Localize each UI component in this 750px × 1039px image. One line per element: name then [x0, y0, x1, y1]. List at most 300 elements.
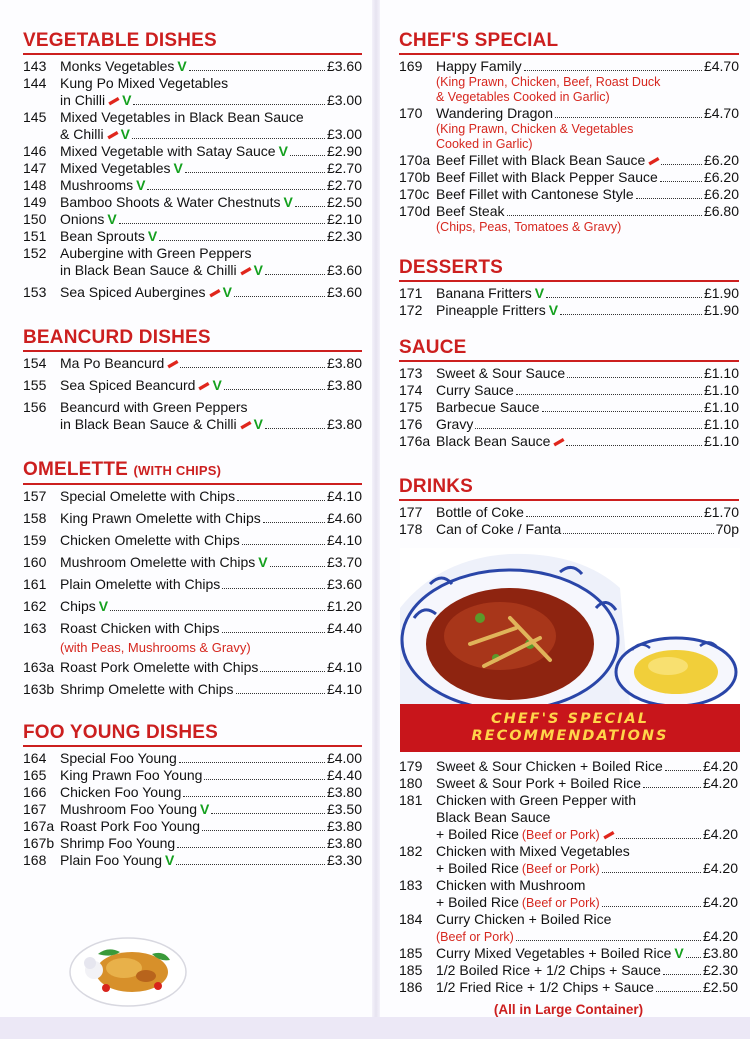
item-number: 157: [23, 488, 47, 504]
section-title: FOO YOUNG DISHES: [23, 722, 362, 747]
item-line: [436, 169, 739, 186]
menu-item: [399, 979, 738, 996]
item-name: Roast Chicken with Chips: [60, 620, 220, 636]
item-note: (Beef or Pork): [521, 828, 600, 842]
item-line: [436, 877, 738, 894]
menu-item: [399, 365, 739, 382]
item-number: 160: [23, 554, 47, 570]
item-line: [60, 109, 362, 126]
item-name: Curry Mixed Vegetables + Boiled Rice: [436, 945, 672, 961]
item-price: £1.10: [703, 365, 739, 381]
item-price: £4.10: [326, 532, 362, 548]
item-name: King Prawn Foo Young: [60, 767, 203, 783]
menu-item: [399, 169, 739, 186]
item-price: 70p: [715, 521, 739, 537]
menu-item: [23, 576, 362, 593]
item-price: £6.20: [703, 152, 739, 168]
item-price: £2.50: [326, 194, 362, 210]
item-line: [60, 598, 362, 615]
item-number: 145: [23, 109, 47, 125]
item-name: Black Bean Sauce: [436, 809, 551, 825]
menu-item: [23, 488, 362, 505]
right-column: [399, 30, 739, 556]
leader-dots: [270, 566, 325, 567]
menu-item: [23, 211, 362, 228]
item-price: £4.00: [326, 750, 362, 766]
vegetarian-icon: V: [173, 160, 183, 176]
menu-item: [23, 399, 362, 433]
item-price: £3.00: [326, 92, 362, 108]
item-line: [436, 365, 739, 382]
leader-dots: [656, 991, 701, 992]
item-number: 175: [399, 399, 423, 415]
chilli-icon: ▬: [237, 262, 253, 279]
menu-item: [23, 194, 362, 211]
item-line: [60, 143, 362, 160]
vegetarian-icon: V: [98, 598, 109, 614]
item-price: £1.10: [703, 382, 739, 398]
item-price: £3.80: [702, 945, 738, 961]
item-body: [436, 911, 738, 945]
item-number: 170d: [399, 203, 431, 219]
section-title: CHEF'S SPECIAL: [399, 30, 739, 55]
leader-dots: [202, 830, 325, 831]
item-name: Mixed Vegetables: [60, 160, 171, 176]
leader-dots: [475, 428, 702, 429]
item-name: in Black Bean Sauce & Chilli: [60, 416, 237, 432]
item-body: [60, 784, 362, 801]
leader-dots: [546, 297, 702, 298]
menu-item: [399, 758, 738, 775]
item-name: Beancurd with Green Peppers: [60, 399, 248, 415]
item-price: £4.10: [326, 681, 362, 697]
leader-dots: [110, 610, 325, 611]
section-sauce: [399, 337, 739, 450]
leader-dots: [222, 632, 325, 633]
item-number: 147: [23, 160, 47, 176]
item-price: £4.70: [703, 105, 739, 121]
item-line: [60, 750, 362, 767]
menu-item: [399, 433, 739, 450]
item-name: Kung Po Mixed Vegetables: [60, 75, 229, 91]
item-name: + Boiled Rice: [436, 860, 519, 876]
item-price: £2.30: [326, 228, 362, 244]
soup-bowl-image: [400, 548, 740, 704]
item-line: [60, 399, 362, 416]
item-body: [436, 504, 739, 521]
item-number: 176: [399, 416, 423, 432]
item-line: [60, 92, 362, 109]
item-name: Sweet & Sour Chicken + Boiled Rice: [436, 758, 663, 774]
item-number: 186: [399, 979, 423, 995]
vegetarian-icon: V: [258, 554, 268, 570]
section-vegetable: [23, 30, 362, 301]
leader-dots: [602, 872, 701, 873]
item-body: [436, 775, 738, 792]
item-name: Chips: [60, 598, 96, 614]
item-body: [60, 245, 362, 279]
vegetarian-icon: V: [147, 228, 158, 244]
item-line: [60, 177, 362, 194]
item-number: 164: [23, 750, 47, 766]
vegetarian-icon: V: [278, 143, 288, 159]
item-number: 179: [399, 758, 423, 774]
vegetarian-icon: V: [107, 211, 117, 227]
item-body: [60, 488, 362, 505]
item-name: Chicken Omelette with Chips: [60, 532, 240, 548]
item-price: £3.60: [326, 262, 362, 278]
item-body: [60, 532, 362, 549]
item-price: £1.70: [703, 504, 739, 520]
item-price: £4.40: [326, 620, 362, 636]
section-title-main: OMELETTE: [23, 459, 129, 480]
item-name: Pineapple Fritters: [436, 302, 546, 318]
leader-dots: [236, 693, 325, 694]
leader-dots: [132, 138, 325, 139]
item-number: 168: [23, 852, 47, 868]
leader-dots: [290, 155, 325, 156]
menu-item: [23, 620, 362, 637]
item-price: £3.60: [326, 58, 362, 74]
menu-item: [23, 659, 362, 676]
menu-item: [399, 945, 738, 962]
item-name: in Chilli: [60, 92, 106, 108]
item-line: [436, 105, 739, 122]
item-price: £3.80: [326, 835, 362, 851]
item-line: [60, 416, 362, 433]
leader-dots: [119, 223, 325, 224]
item-line: [436, 775, 738, 792]
leader-dots: [295, 206, 325, 207]
item-body: [436, 399, 739, 416]
leader-dots: [211, 813, 325, 814]
item-body: [436, 521, 739, 538]
item-body: [60, 194, 362, 211]
item-price: £4.20: [702, 826, 738, 842]
banner-line-2: RECOMMENDATIONS: [471, 728, 669, 744]
item-name: Chicken with Green Pepper with: [436, 792, 636, 808]
item-line: [436, 504, 739, 521]
chilli-icon: ▬: [104, 126, 120, 143]
item-body: [436, 945, 738, 962]
item-line: [436, 399, 739, 416]
item-name: Sea Spiced Aubergines: [60, 284, 206, 300]
item-name: Monks Vegetables: [60, 58, 175, 74]
menu-item: [399, 382, 739, 399]
item-name: & Chilli: [60, 126, 104, 142]
item-price: £3.80: [326, 377, 362, 393]
item-body: [436, 792, 738, 843]
menu-item: [399, 504, 739, 521]
item-number: 159: [23, 532, 47, 548]
item-name: Wandering Dragon: [436, 105, 553, 121]
item-body: [436, 58, 739, 105]
item-body: [436, 169, 739, 186]
item-body: [436, 152, 739, 169]
menu-item: [399, 186, 739, 203]
bottom-band: [0, 1017, 750, 1039]
left-column: [23, 30, 362, 887]
vegetarian-icon: V: [534, 285, 545, 301]
item-line: [436, 826, 738, 843]
item-name: Shrimp Omelette with Chips: [60, 681, 234, 697]
item-number: 185: [399, 962, 423, 978]
item-name: Aubergine with Green Peppers: [60, 245, 252, 261]
item-name: Bamboo Shoots & Water Chestnuts: [60, 194, 281, 210]
leader-dots: [204, 779, 325, 780]
item-price: £3.70: [326, 554, 362, 570]
item-line: [60, 801, 362, 818]
item-name: King Prawn Omelette with Chips: [60, 510, 261, 526]
item-price: £3.00: [326, 126, 362, 142]
item-number: 170a: [399, 152, 431, 168]
menu-item: [23, 355, 362, 372]
item-number: 148: [23, 177, 47, 193]
item-name: Beef Fillet with Black Pepper Sauce: [436, 169, 658, 185]
item-body: [436, 962, 738, 979]
section-title: VEGETABLE DISHES: [23, 30, 362, 55]
leader-dots: [555, 117, 702, 118]
section-desserts: [399, 257, 739, 319]
leader-dots: [660, 181, 702, 182]
item-note: (King Prawn, Chicken & Vegetables: [436, 122, 634, 136]
item-body: [436, 433, 739, 450]
item-number: 149: [23, 194, 47, 210]
leader-dots: [180, 367, 325, 368]
leader-dots: [263, 522, 325, 523]
item-price: £2.70: [326, 177, 362, 193]
menu-item: [399, 911, 738, 945]
menu-item: [399, 843, 738, 877]
item-note: Cooked in Garlic): [436, 137, 533, 151]
leader-dots: [507, 215, 702, 216]
chilli-icon: ▬: [600, 826, 616, 843]
item-line: [436, 809, 738, 826]
section-title: DRINKS: [399, 476, 739, 501]
menu-item: [23, 598, 362, 615]
item-price: £4.20: [702, 758, 738, 774]
item-body: [60, 835, 362, 852]
section-title: BEANCURD DISHES: [23, 327, 362, 352]
menu-item: [23, 109, 362, 143]
leader-dots: [563, 533, 713, 534]
item-line: [436, 521, 739, 538]
item-name: Black Bean Sauce: [436, 433, 551, 449]
item-line: [436, 860, 738, 877]
chilli-icon: ▬: [195, 377, 212, 394]
item-line: [60, 767, 362, 784]
item-number: 172: [399, 302, 423, 318]
item-name: Beef Steak: [436, 203, 505, 219]
item-price: £2.50: [702, 979, 738, 995]
leader-dots: [260, 671, 325, 672]
item-name: 1/2 Fried Rice + 1/2 Chips + Sauce: [436, 979, 654, 995]
item-line: [60, 211, 362, 228]
item-name: Onions: [60, 211, 105, 227]
item-line: [60, 355, 362, 372]
item-price: £3.80: [326, 818, 362, 834]
item-body: [60, 620, 362, 637]
item-line: [60, 194, 362, 211]
item-name: Plain Omelette with Chips: [60, 576, 221, 592]
item-body: [60, 681, 362, 698]
item-note: & Vegetables Cooked in Garlic): [436, 90, 610, 104]
section-title: [23, 459, 362, 485]
menu-item: [399, 521, 739, 538]
leader-dots: [643, 787, 701, 788]
item-body: [436, 877, 738, 911]
item-price: £1.20: [326, 598, 362, 614]
item-number: 161: [23, 576, 47, 592]
item-number: 174: [399, 382, 423, 398]
item-line: [60, 659, 362, 676]
menu-item: [23, 228, 362, 245]
item-name: Beef Fillet with Black Bean Sauce: [436, 152, 646, 168]
leader-dots: [661, 164, 702, 165]
item-number: 154: [23, 355, 47, 371]
item-line: [60, 488, 362, 505]
item-number: 185: [399, 945, 423, 961]
page-fold: [372, 0, 380, 1039]
leader-dots: [686, 957, 701, 958]
leader-dots: [234, 296, 325, 297]
vegetarian-icon: V: [674, 945, 684, 961]
item-body: [60, 143, 362, 160]
item-number: 156: [23, 399, 47, 415]
leader-dots: [636, 198, 702, 199]
item-number: 163a: [23, 659, 55, 675]
item-line: [60, 126, 362, 143]
item-name: Sweet & Sour Sauce: [436, 365, 566, 381]
item-body: [436, 382, 739, 399]
menu-item: [399, 792, 738, 843]
leader-dots: [159, 240, 325, 241]
vegetarian-icon: V: [136, 177, 146, 193]
item-name: Mixed Vegetables in Black Bean Sauce: [60, 109, 304, 125]
item-price: £3.30: [326, 852, 362, 868]
menu-item: [399, 152, 739, 169]
item-price: £6.80: [703, 203, 739, 219]
item-line: [60, 620, 362, 637]
item-name: Plain Foo Young: [60, 852, 162, 868]
item-price: £4.60: [326, 510, 362, 526]
leader-dots: [183, 796, 325, 797]
section-chefs-special: [399, 30, 739, 235]
section-foo-young: [23, 722, 362, 869]
item-name: Roast Pork Foo Young: [60, 818, 201, 834]
item-body: [60, 598, 362, 615]
leader-dots: [265, 428, 325, 429]
item-line: [436, 416, 739, 433]
section-combos: [399, 758, 738, 1017]
vegetarian-icon: V: [283, 194, 293, 210]
item-line: [436, 979, 738, 996]
leader-dots: [542, 411, 702, 412]
menu-item: [23, 284, 362, 301]
leader-dots: [526, 516, 702, 517]
item-body: [436, 365, 739, 382]
item-number: 144: [23, 75, 47, 91]
vegetarian-icon: V: [548, 302, 559, 318]
item-number: 151: [23, 228, 47, 244]
item-name: Chicken with Mushroom: [436, 877, 586, 893]
item-name: Beef Fillet with Cantonese Style: [436, 186, 634, 202]
menu-item: [399, 416, 739, 433]
item-line: [436, 186, 739, 203]
item-number: 178: [399, 521, 423, 537]
item-line: [436, 433, 739, 450]
menu-item: [23, 784, 362, 801]
item-body: [60, 160, 362, 177]
menu-item: [399, 399, 739, 416]
item-body: [60, 576, 362, 593]
dish-illustration: [68, 930, 188, 1010]
item-price: £4.20: [702, 860, 738, 876]
item-price: £4.20: [702, 775, 738, 791]
item-body: [60, 750, 362, 767]
item-name: Chicken Foo Young: [60, 784, 182, 800]
item-number: 162: [23, 598, 47, 614]
item-name: Bean Sprouts: [60, 228, 145, 244]
item-line: [60, 835, 362, 852]
menu-item: [399, 302, 739, 319]
item-line: [60, 377, 362, 394]
vegetarian-icon: V: [177, 58, 187, 74]
vegetarian-icon: V: [212, 377, 222, 393]
menu-item: [23, 510, 362, 527]
item-body: [436, 302, 739, 319]
item-number: 177: [399, 504, 423, 520]
section-omelette: [23, 459, 362, 698]
item-price: £4.20: [702, 894, 738, 910]
leader-dots: [189, 70, 325, 71]
menu-item: [23, 554, 362, 571]
item-number: 170b: [399, 169, 431, 185]
item-number: 167: [23, 801, 47, 817]
item-body: [60, 58, 362, 75]
chilli-icon: ▬: [206, 284, 222, 301]
item-line: [60, 75, 362, 92]
item-name: Barbecue Sauce: [436, 399, 540, 415]
item-line: [436, 792, 738, 809]
menu-item: [23, 160, 362, 177]
item-line: [60, 510, 362, 527]
leader-dots: [516, 394, 702, 395]
item-name: Chicken with Mixed Vegetables: [436, 843, 630, 859]
item-name: Ma Po Beancurd: [60, 355, 165, 371]
item-price: £1.10: [703, 416, 739, 432]
leader-dots: [265, 274, 325, 275]
menu-item: [399, 877, 738, 911]
item-price: £1.90: [703, 285, 739, 301]
item-body: [60, 818, 362, 835]
item-line: [60, 784, 362, 801]
chilli-icon: ▬: [645, 152, 662, 169]
menu-item: [23, 58, 362, 75]
item-price: £4.70: [703, 58, 739, 74]
chilli-icon: ▬: [237, 416, 253, 433]
menu-item: [23, 801, 362, 818]
item-price: £3.60: [326, 284, 362, 300]
item-line: [436, 843, 738, 860]
item-note: (Beef or Pork): [436, 930, 514, 944]
item-line: [436, 928, 738, 945]
item-price: £2.10: [326, 211, 362, 227]
chilli-icon: ▬: [105, 92, 122, 109]
menu-item: [23, 750, 362, 767]
item-note: (King Prawn, Chicken, Beef, Roast Duck: [436, 75, 661, 89]
leader-dots: [147, 189, 324, 190]
